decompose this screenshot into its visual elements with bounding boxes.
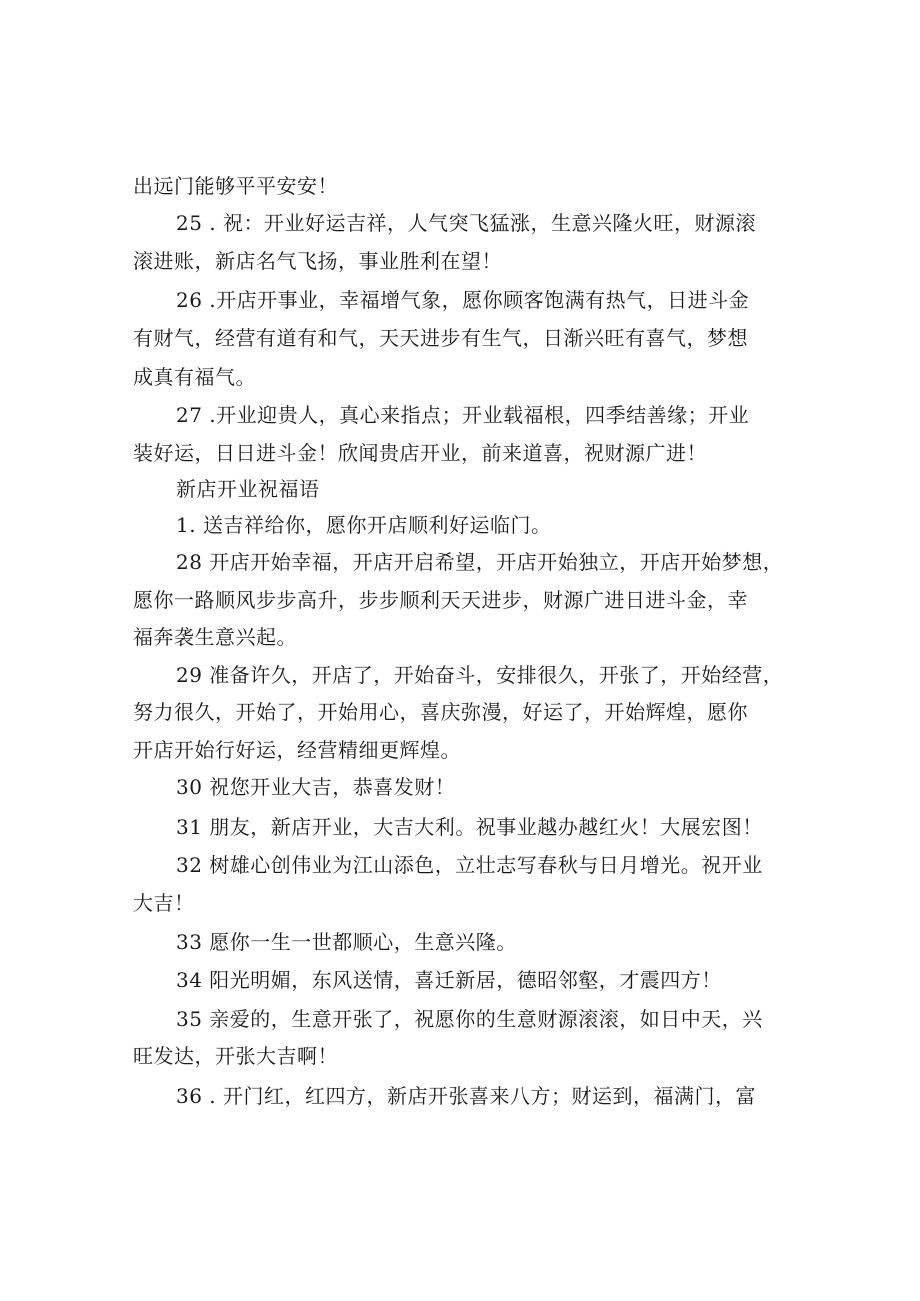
text-line: 1. 送吉祥给你，愿你开店顺利好运临门。 — [176, 513, 552, 537]
text-line: 31 朋友，新店开业，大吉大利。祝事业越办越红火！大展宏图！ — [176, 815, 763, 839]
text-line: 愿你一路顺风步步高升，步步顺利天天进步，财源广进日进斗金，幸 — [133, 588, 748, 612]
text-line: 成真有福气。 — [133, 365, 256, 389]
text-line: 35 亲爱的，生意开张了，祝愿你的生意财源滚滚，如日中天，兴 — [176, 1007, 763, 1031]
text-line: 出远门能够平平安安！ — [133, 174, 338, 198]
text-line: 滚进账，新店名气飞扬，事业胜利在望！ — [133, 249, 502, 273]
text-line: 开店开始行好运，经营精细更辉煌。 — [133, 738, 461, 762]
text-line: 25 . 祝：开业好运吉祥，人气突飞猛涨，生意兴隆火旺，财源滚 — [176, 211, 757, 235]
text-line: 努力很久，开始了，开始用心，喜庆弥漫，好运了，开始辉煌，愿你 — [133, 700, 748, 724]
section-heading: 新店开业祝福语 — [176, 477, 320, 501]
text-line: 36 . 开门红，红四方，新店开张喜来八方；财运到，福满门，富 — [176, 1084, 757, 1108]
text-line: 30 祝您开业大吉，恭喜发财！ — [176, 775, 456, 799]
text-line: 26 .开店开事业，幸福增气象，愿你顾客饱满有热气，日进斗金 — [176, 288, 750, 312]
text-line: 28 开店开始幸福，开店开启希望，开店开始独立，开店开始梦想， — [176, 550, 784, 574]
text-line: 大吉！ — [133, 891, 195, 915]
text-line: 32 树雄心创伟业为江山添色，立壮志写春秋与日月增光。祝开业 — [176, 853, 763, 877]
text-line: 34 阳光明媚，东风送情，喜迁新居，德昭邻壑，才震四方！ — [176, 968, 722, 992]
text-line: 33 愿你一生一世都顺心，生意兴隆。 — [176, 930, 517, 954]
text-line: 装好运，日日进斗金！欣闻贵店开业，前来道喜，祝财源广进！ — [133, 441, 707, 465]
text-line: 福奔袭生意兴起。 — [133, 625, 297, 649]
text-line: 29 准备许久，开店了，开始奋斗，安排很久，开张了，开始经营， — [176, 663, 784, 687]
text-line: 旺发达，开张大吉啊！ — [133, 1044, 338, 1068]
text-line: 有财气，经营有道有和气，天天进步有生气，日渐兴旺有喜气，梦想 — [133, 326, 748, 350]
text-line: 27 .开业迎贵人，真心来指点；开业载福根，四季结善缘；开业 — [176, 403, 750, 427]
